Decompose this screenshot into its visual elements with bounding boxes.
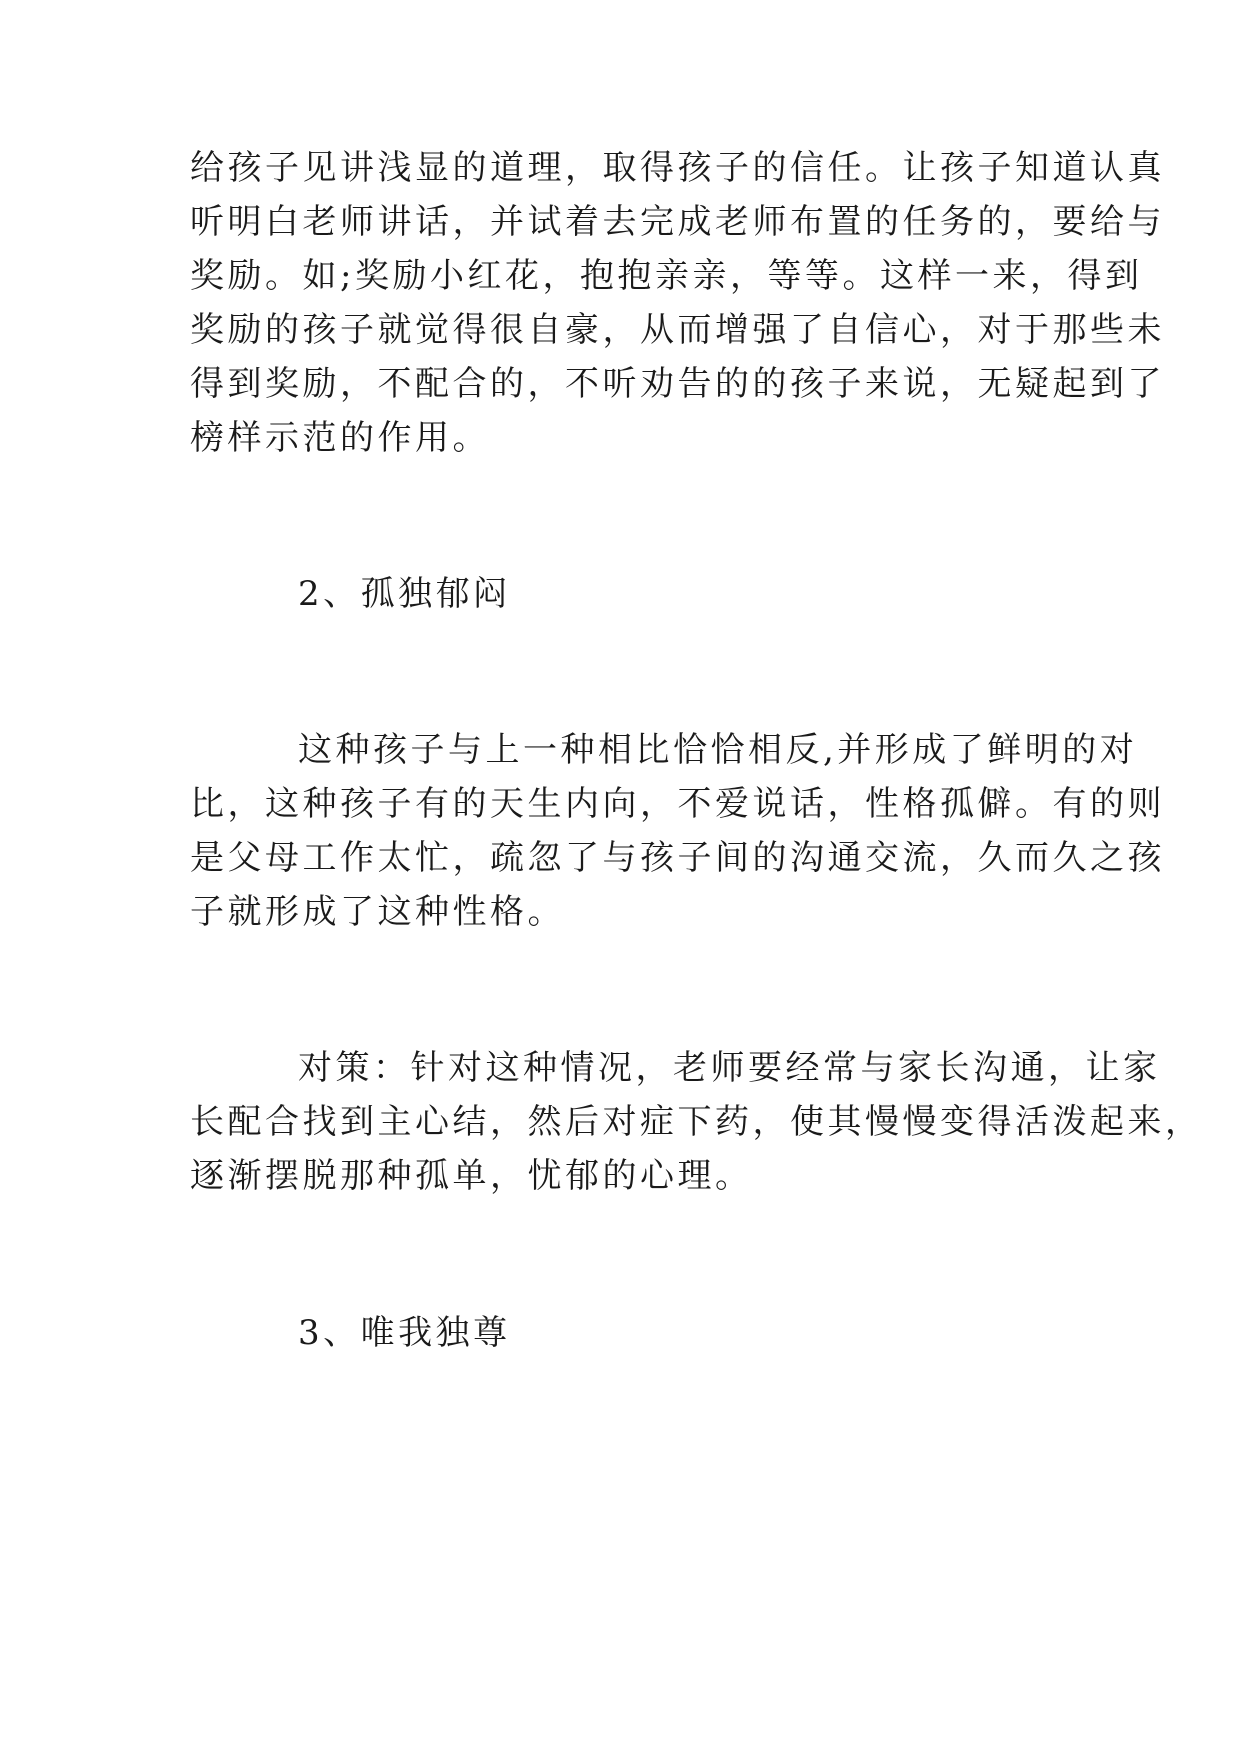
- paragraph-line: 长配合找到主心结，然后对症下药，使其慢慢变得活泼起来，: [190, 1102, 1203, 1142]
- paragraph-line: 奖励。如;奖励小红花，抱抱亲亲，等等。这样一来，得到: [190, 256, 1143, 296]
- section-heading: 3、唯我独尊: [298, 1313, 511, 1353]
- paragraph-line: 逐渐摆脱那种孤单，忧郁的心理。: [190, 1156, 753, 1196]
- paragraph-line: 榜样示范的作用。: [190, 418, 490, 458]
- paragraph-line: 对策：针对这种情况，老师要经常与家长沟通，让家: [298, 1048, 1161, 1088]
- paragraph-line: 这种孩子与上一种相比恰恰相反,并形成了鲜明的对: [298, 730, 1138, 770]
- paragraph-line: 得到奖励，不配合的，不听劝告的的孩子来说，无疑起到了: [190, 364, 1165, 404]
- paragraph-line: 奖励的孩子就觉得很自豪，从而增强了自信心，对于那些未: [190, 310, 1165, 350]
- paragraph-line: 比，这种孩子有的天生内向，不爱说话，性格孤僻。有的则: [190, 784, 1165, 824]
- paragraph-line: 子就形成了这种性格。: [190, 892, 565, 932]
- paragraph-line: 听明白老师讲话，并试着去完成老师布置的任务的，要给与: [190, 202, 1165, 242]
- paragraph-line: 是父母工作太忙，疏忽了与孩子间的沟通交流，久而久之孩: [190, 838, 1165, 878]
- paragraph-line: 给孩子见讲浅显的道理，取得孩子的信任。让孩子知道认真: [190, 148, 1165, 188]
- section-heading: 2、孤独郁闷: [298, 574, 511, 614]
